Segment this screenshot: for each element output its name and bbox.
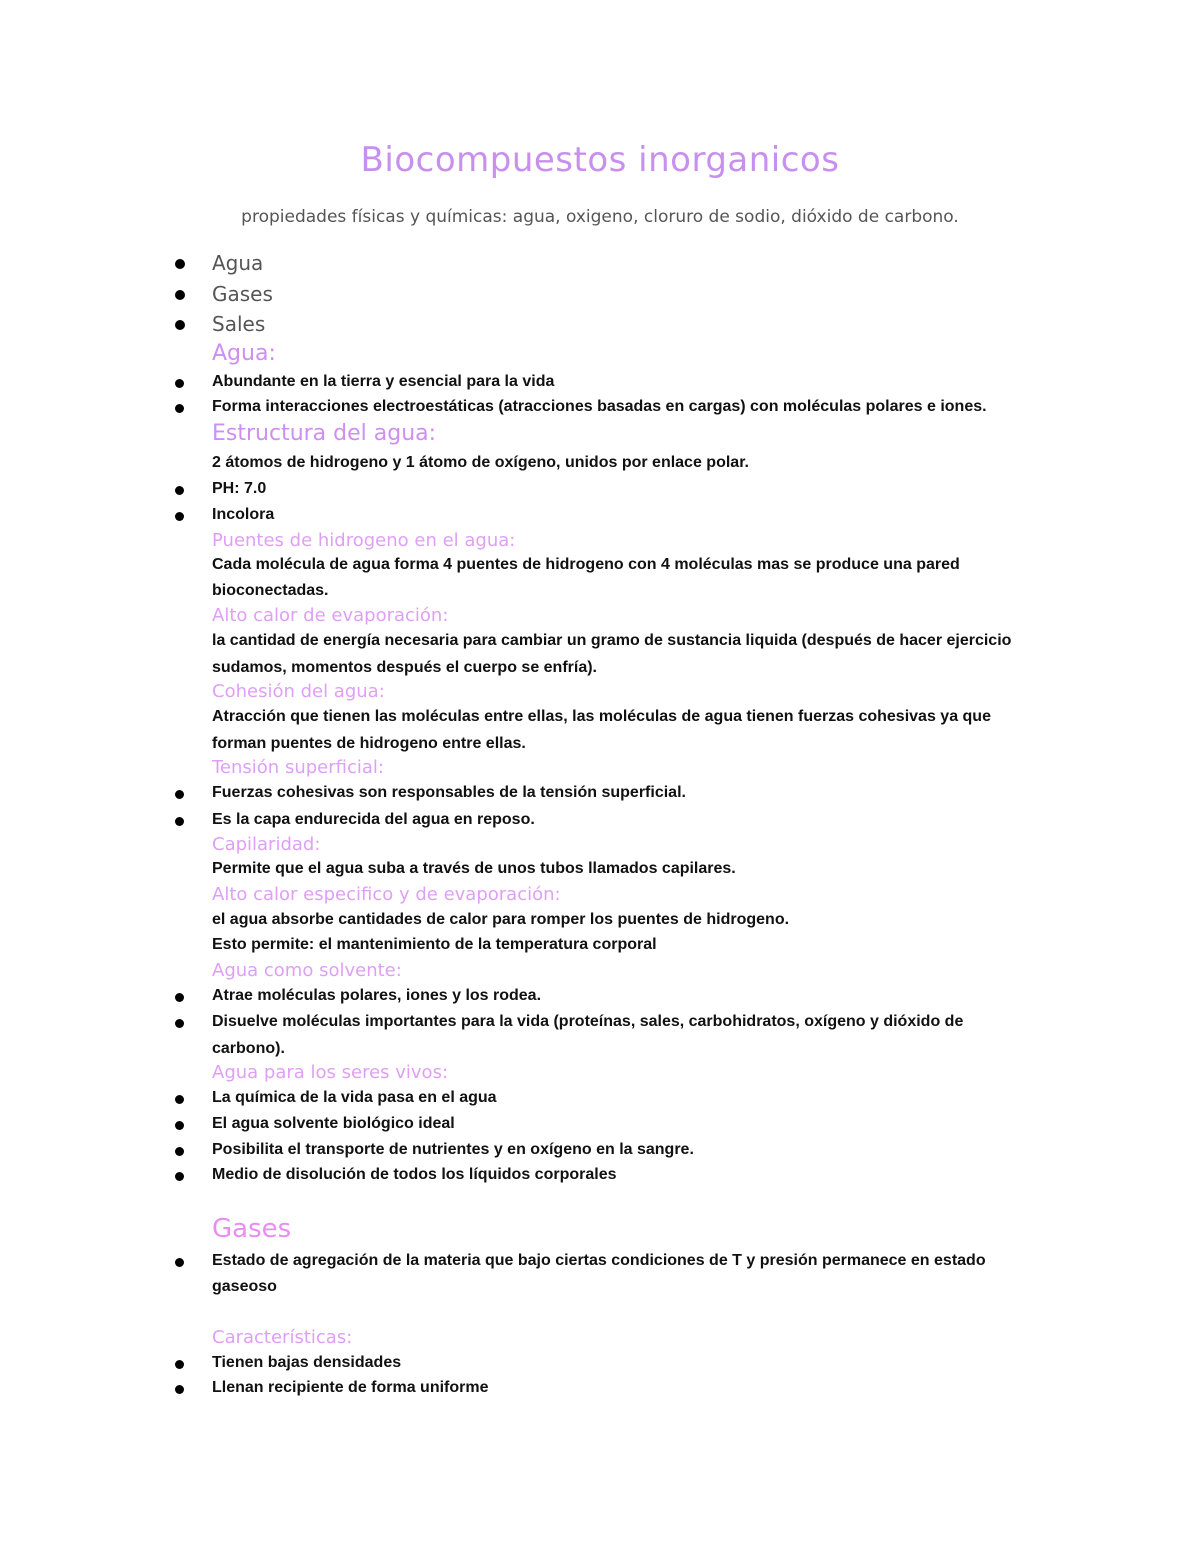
bullet-icon bbox=[175, 1019, 184, 1028]
document-title: Biocompuestos inorganicos bbox=[360, 140, 840, 180]
list-item: PH: 7.0 bbox=[212, 480, 267, 497]
section-heading: Estructura del agua: bbox=[212, 421, 437, 446]
paragraph-line: sudamos, momentos después el cuerpo se enfría). bbox=[212, 659, 597, 676]
bullet-icon bbox=[175, 320, 185, 330]
list-item: Llenan recipiente de forma uniforme bbox=[212, 1379, 489, 1396]
section-heading: Alto calor especifico y de evaporación: bbox=[212, 884, 561, 905]
list-item: La química de la vida pasa en el agua bbox=[212, 1089, 497, 1106]
list-item-continuation: carbono). bbox=[212, 1040, 285, 1057]
paragraph-line: la cantidad de energía necesaria para cambiar un gramo de sustancia liquida (después de hacer ejercicio bbox=[212, 632, 1012, 649]
paragraph-line: Cada molécula de agua forma 4 puentes de hidrogeno con 4 moléculas mas se produce una pared bbox=[212, 556, 960, 573]
list-item: Forma interacciones electroestáticas (atracciones basadas en cargas) con moléculas polares e iones. bbox=[212, 398, 987, 415]
bullet-icon bbox=[175, 259, 185, 269]
section-heading: Agua: bbox=[212, 341, 276, 366]
list-item-continuation: gaseoso bbox=[212, 1278, 277, 1295]
section-heading: Tensión superficial: bbox=[212, 757, 384, 778]
paragraph-line: Atracción que tienen las moléculas entre ellas, las moléculas de agua tienen fuerzas cohesivas ya que bbox=[212, 708, 991, 725]
bullet-icon bbox=[175, 1385, 184, 1394]
paragraph-line: Esto permite: el mantenimiento de la temperatura corporal bbox=[212, 936, 657, 953]
list-item: Fuerzas cohesivas son responsables de la tensión superficial. bbox=[212, 784, 686, 801]
list-item: Gases bbox=[212, 282, 273, 306]
bullet-icon bbox=[175, 1095, 184, 1104]
list-item: Tienen bajas densidades bbox=[212, 1354, 402, 1371]
bullet-icon bbox=[175, 512, 184, 521]
paragraph-line: el agua absorbe cantidades de calor para romper los puentes de hidrogeno. bbox=[212, 911, 790, 928]
list-item: Incolora bbox=[212, 506, 275, 523]
list-item: Disuelve moléculas importantes para la vida (proteínas, sales, carbohidratos, oxígeno y dióxido de bbox=[212, 1013, 964, 1030]
bullet-icon bbox=[175, 1360, 184, 1369]
list-item: Sales bbox=[212, 312, 266, 336]
bullet-icon bbox=[175, 817, 184, 826]
section-heading: Agua para los seres vivos: bbox=[212, 1062, 449, 1083]
bullet-icon bbox=[175, 1147, 184, 1156]
list-item: Abundante en la tierra y esencial para la vida bbox=[212, 373, 555, 390]
section-heading: Características: bbox=[212, 1327, 353, 1348]
bullet-icon bbox=[175, 379, 184, 388]
list-item: Medio de disolución de todos los líquidos corporales bbox=[212, 1166, 617, 1183]
bullet-icon bbox=[175, 1121, 184, 1130]
document-subtitle: propiedades físicas y químicas: agua, oxigeno, cloruro de sodio, dióxido de carbono. bbox=[241, 207, 959, 227]
paragraph: Permite que el agua suba a través de unos tubos llamados capilares. bbox=[212, 860, 736, 877]
section-heading: Capilaridad: bbox=[212, 834, 321, 855]
list-item: El agua solvente biológico ideal bbox=[212, 1115, 455, 1132]
bullet-icon bbox=[175, 1172, 184, 1181]
section-heading: Cohesión del agua: bbox=[212, 681, 385, 702]
section-heading: Alto calor de evaporación: bbox=[212, 605, 449, 626]
list-item: Estado de agregación de la materia que bajo ciertas condiciones de T y presión permanece en estado bbox=[212, 1252, 986, 1269]
paragraph-line: forman puentes de hidrogeno entre ellas. bbox=[212, 735, 526, 752]
bullet-icon bbox=[175, 993, 184, 1002]
bullet-icon bbox=[175, 1258, 184, 1267]
paragraph-line: bioconectadas. bbox=[212, 582, 329, 599]
section-heading: Gases bbox=[212, 1214, 292, 1244]
bullet-icon bbox=[175, 486, 184, 495]
list-item: Es la capa endurecida del agua en reposo. bbox=[212, 811, 535, 828]
bullet-icon bbox=[175, 290, 185, 300]
list-item: Posibilita el transporte de nutrientes y en oxígeno en la sangre. bbox=[212, 1141, 694, 1158]
list-item: Agua bbox=[212, 251, 264, 275]
section-heading: Puentes de hidrogeno en el agua: bbox=[212, 530, 516, 551]
bullet-icon bbox=[175, 790, 184, 799]
list-item: Atrae moléculas polares, iones y los rodea. bbox=[212, 987, 542, 1004]
section-heading: Agua como solvente: bbox=[212, 960, 402, 981]
bullet-icon bbox=[175, 404, 184, 413]
paragraph: 2 átomos de hidrogeno y 1 átomo de oxígeno, unidos por enlace polar. bbox=[212, 454, 749, 471]
